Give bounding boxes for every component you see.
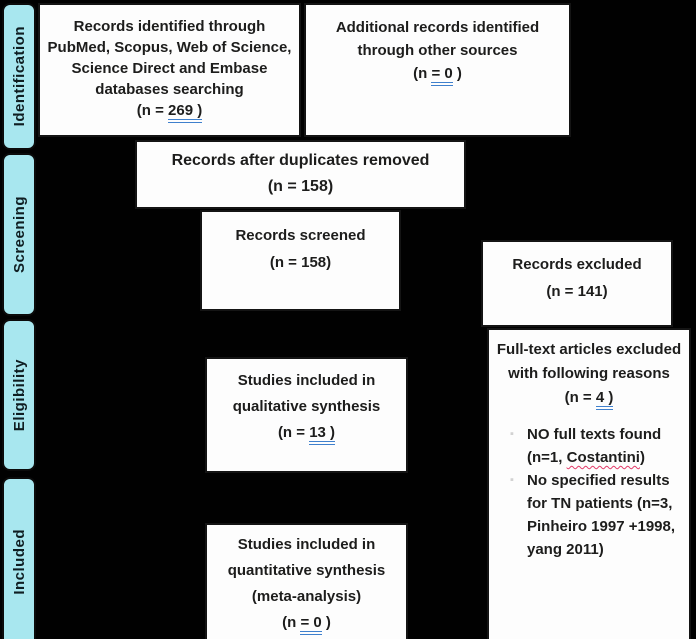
bullet-item [497, 423, 689, 469]
text-line: through other sources [357, 42, 518, 59]
count-prefix: (n = [277, 424, 310, 441]
text-line: Studies included in [237, 536, 376, 553]
bullet-text-pre: No specified results for TN patients (n=3, Pinheiro 1997 +1998, yang 2011) [527, 472, 676, 558]
misspelled-word: Costantini [566, 449, 640, 466]
count-line [306, 62, 569, 85]
count-underlined: = 0 [431, 65, 452, 86]
count-underlined: 13 ) [309, 424, 335, 445]
stage-screening-label: Screening [10, 195, 28, 274]
box-records-screened [200, 210, 401, 311]
count-prefix: (n [282, 614, 301, 631]
bullet-text [527, 423, 679, 469]
stage-screening [2, 153, 36, 316]
count-line [202, 249, 399, 276]
box-duplicates-removed [135, 140, 466, 209]
bullet-square-icon: ▪ [510, 428, 514, 440]
count-line [207, 610, 406, 636]
count-prefix: (n = 158) [269, 254, 332, 271]
count-prefix: (n = 141) [546, 283, 608, 300]
box-fulltext-excluded [487, 328, 691, 639]
text-line: databases searching [95, 81, 244, 98]
box-qualitative-synthesis [205, 357, 408, 473]
stage-eligibility [2, 319, 36, 471]
bullet-item [497, 469, 689, 561]
count-prefix: (n = [564, 389, 596, 406]
count-prefix: (n [413, 65, 432, 82]
text-line: Science Direct and Embase [71, 60, 268, 77]
box-quantitative-synthesis [205, 523, 408, 639]
bullet-text [527, 469, 679, 561]
stage-included [2, 477, 36, 639]
count-line [483, 278, 671, 305]
count-underlined: = 0 [300, 614, 321, 635]
stage-included-label: Included [10, 529, 28, 595]
bullet-text-post: ) [639, 449, 645, 466]
count-line [137, 174, 464, 200]
count-suffix: ) [321, 614, 331, 631]
exclusion-reason-list [489, 423, 689, 561]
stage-identification-label: Identification [10, 26, 28, 127]
stage-identification [2, 3, 36, 150]
count-underlined: 4 ) [596, 389, 614, 410]
box-additional-records [304, 3, 571, 137]
text-line: Records identified through [73, 18, 266, 35]
text-line: qualitative synthesis [232, 398, 381, 415]
text-line: with following reasons [508, 365, 670, 382]
text-line: Records screened [235, 227, 366, 244]
count-line [207, 420, 406, 446]
text-line: Additional records identified [335, 19, 540, 36]
count-prefix: (n = [136, 102, 169, 119]
count-underlined: 269 ) [168, 102, 202, 123]
bullet-square-icon: ▪ [510, 474, 514, 486]
text-line: Studies included in [237, 372, 376, 389]
text-line: Records excluded [512, 256, 642, 273]
text-line: Records after duplicates removed [171, 152, 430, 169]
count-prefix: (n = 158) [267, 178, 334, 195]
count-line [40, 100, 299, 121]
text-line: PubMed, Scopus, Web of Science, [47, 39, 292, 56]
bullet-text-pre: NO full texts found (n=1, [527, 426, 662, 466]
box-records-excluded [481, 240, 673, 327]
text-line: Full-text articles excluded [496, 341, 682, 358]
text-line: quantitative synthesis [227, 562, 386, 579]
stage-eligibility-label: Eligibility [10, 358, 28, 432]
count-suffix: ) [452, 65, 462, 82]
box-records-identified [38, 3, 301, 137]
count-line [489, 386, 689, 410]
text-line: (meta-analysis) [251, 588, 362, 605]
